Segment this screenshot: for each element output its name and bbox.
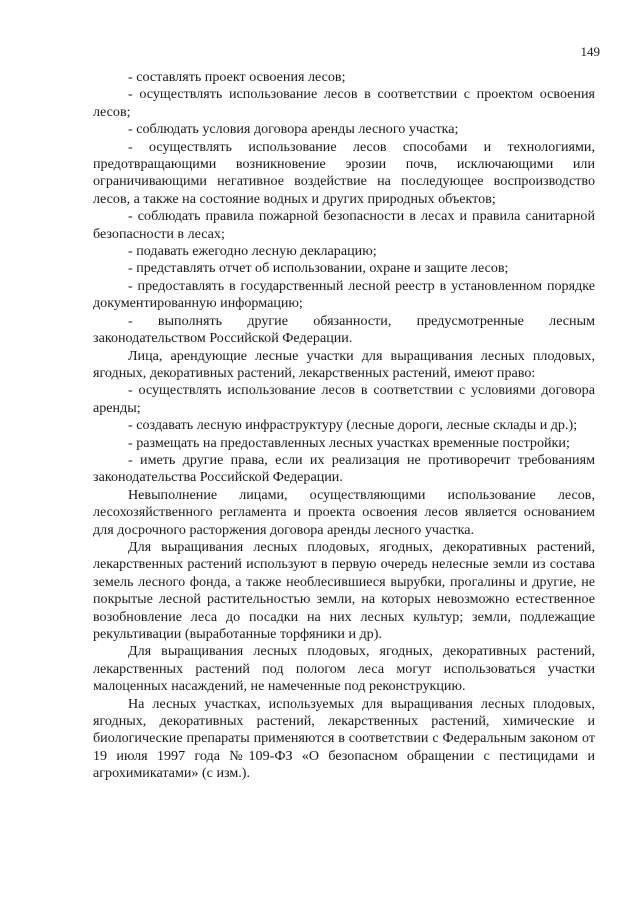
paragraph: - осуществлять использование лесов способами и технологиями, предотвращающими возникновение эрозии почв, исключающими или ограничивающими негативное воздействие на последующее воспроизводство лесов, а также на состояние водных и других природных объектов; [93, 138, 595, 207]
paragraph: Для выращивания лесных плодовых, ягодных, декоративных растений, лекарственных растений под пологом леса могут использоваться участки малоценных насаждений, не намеченные под реконструкцию. [93, 643, 595, 695]
paragraph: - размещать на предоставленных лесных участках временные постройки; [128, 434, 570, 451]
body-text [93, 69, 595, 783]
paragraph: - соблюдать правила пожарной безопасности в лесах и правила санитарной безопасности в лесах; [93, 208, 595, 242]
paragraph: - подавать ежегодно лесную декларацию; [128, 243, 377, 260]
paragraph: На лесных участках, используемых для выращивания лесных плодовых, ягодных, декоративных растений, лекарственных растений, химические и биологические препараты применяются в соответствии с Федеральным законом от 19 июля 1997 года №109-ФЗ «О безопасном обращении с пестицидами и агрохимикатами» (с изм.). [93, 695, 595, 782]
paragraph: - создавать лесную инфраструктуру (лесные дороги, лесные склады и др.); [128, 417, 578, 434]
paragraph: Лица, арендующие лесные участки для выращивания лесных плодовых, ягодных, декоративных растений, лекарственных растений, имеют право: [93, 347, 595, 381]
paragraph: - иметь другие права, если их реализация не противоречит требованиям законодательства Российской Федерации. [93, 451, 595, 486]
paragraph: - осуществлять использование лесов в соответствии с проектом освоения лесов; [93, 86, 595, 120]
paragraph: - предоставлять в государственный лесной реестр в установленном порядке документированную информацию; [93, 277, 595, 312]
paragraph: - осуществлять использование лесов в соответствии с условиями договора аренды; [93, 382, 595, 416]
paragraph: - составлять проект освоения лесов; [128, 69, 346, 85]
paragraph: - соблюдать условия договора аренды лесного участка; [128, 121, 459, 138]
page-number: 149 [580, 44, 600, 59]
paragraph: Невыполнение лицами, осуществляющими использование лесов, лесохозяйственного регламента и проекта освоения лесов является основанием для досрочного расторжения договора аренды лесного участка. [93, 486, 595, 538]
paragraph: - выполнять другие обязанности, предусмотренные лесным законодательством Российской Федерации. [93, 312, 595, 347]
paragraph: - представлять отчет об использовании, охране и защите лесов; [128, 260, 509, 277]
paragraph: Для выращивания лесных плодовых, ягодных, декоративных растений, лекарственных растений используют в первую очередь нелесные земли из состава земель лесного фонда, а также необлесившиеся вырубки, прогалины и другие, не покрытые лесной растительностью земли, на которых невозможно естественное возобновление леса до посадки на них лесных культур; земли, подлежащие рекультивации (выработанные торфяники и др). [93, 538, 595, 642]
